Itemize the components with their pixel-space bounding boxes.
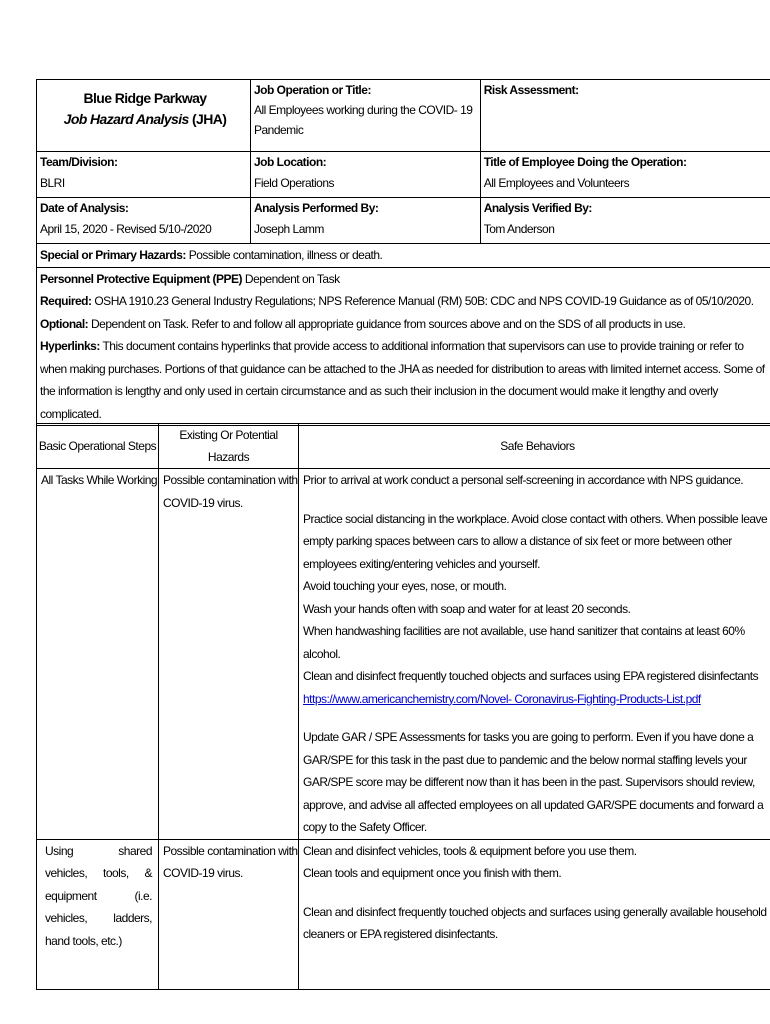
job-operation-label: Job Operation or Title: <box>253 83 371 97</box>
ppe-value: Dependent on Task <box>242 271 340 286</box>
team-label: Team/Division: <box>40 155 118 169</box>
date-label: Date of Analysis: <box>40 201 129 215</box>
performed-cell <box>250 198 480 244</box>
risk-assessment-label: Risk Assessment: <box>483 83 579 97</box>
location-cell <box>250 152 480 198</box>
job-operation-cell <box>250 80 480 152</box>
required-value: OSHA 1910.23 General Industry Regulations; NPS Reference Manual (RM) 50B: CDC and NPS COVID-19 Guidance as of 05/10/2020. <box>91 294 754 308</box>
step-cell: All Tasks While Working <box>37 469 159 840</box>
table-row <box>37 839 770 989</box>
team-cell <box>37 152 251 198</box>
date-value: April 15, 2020 - Revised 5/10-/2020 <box>40 222 212 236</box>
required-line <box>40 290 770 313</box>
behavior-item: Avoid touching your eyes, nose, or mouth. <box>303 579 507 593</box>
behaviors-cell <box>299 839 770 989</box>
optional-label: Optional: <box>40 316 89 331</box>
risk-assessment-cell <box>480 80 770 152</box>
behavior-item: Practice social distancing in the workplace. Avoid close contact with others. When possible leave empty parking spaces between cars to allow a distance of six feet or more between other employees exiting/entering vehicles and yourself. <box>303 511 768 571</box>
location-value: Field Operations <box>253 176 335 190</box>
spacer <box>303 710 770 726</box>
behaviors-cell <box>299 469 770 840</box>
optional-line <box>40 313 770 336</box>
col-behaviors-header: Safe Behaviors <box>299 424 770 469</box>
verified-cell <box>480 198 770 244</box>
spacer <box>303 885 770 901</box>
date-cell <box>37 198 251 244</box>
hyperlinks-label: Hyperlinks: <box>40 339 100 353</box>
ppe-line <box>40 268 770 291</box>
ppe-cell <box>37 267 770 426</box>
job-operation-value: All Employees working during the COVID- 19 Pandemic <box>253 103 473 137</box>
team-value: BLRI <box>40 176 65 190</box>
employee-title-cell <box>480 152 770 198</box>
hyperlinks-value: This document contains hyperlinks that provide access to additional information that supervisors can use to provide training or refer to when making purchases. Portions of that guidance can be attached to the JHA as needed for distribution to areas with limited internet access. Some of the information is lengthy and only used in certain circumstance and as such their inclusion in the document would make it lengthy and overly complicated. <box>40 339 765 421</box>
required-label: Required: <box>40 294 92 308</box>
behavior-item: When handwashing facilities are not available, use hand sanitizer that contains at least 60% alcohol. <box>303 624 745 661</box>
hazard-cell: Possible contamination with COVID-19 virus. <box>159 469 299 840</box>
behavior-item: Clean and disinfect vehicles, tools & equipment before you use them. <box>303 843 637 858</box>
location-label: Job Location: <box>253 155 327 169</box>
performed-value: Joseph Lamm <box>253 222 324 236</box>
col-hazards-header: Existing Or Potential Hazards <box>159 424 299 469</box>
special-hazards-label: Special or Primary Hazards: <box>40 248 186 262</box>
behavior-item: Clean and disinfect frequently touched objects and surfaces using generally available household cleaners or EPA registered disinfectants. <box>303 904 767 941</box>
verified-label: Analysis Verified By: <box>483 201 592 215</box>
step-cell: Using shared vehicles, tools, & equipment (i.e. vehicles, ladders, hand tools, etc.) <box>37 839 159 989</box>
hazard-cell: Possible contamination with COVID-19 virus. <box>159 839 299 989</box>
doc-title-jha <box>40 109 250 130</box>
employee-title-label: Title of Employee Doing the Operation: <box>483 155 687 169</box>
optional-value: Dependent on Task. Refer to and follow all appropriate guidance from sources above and on the SDS of all products in use. <box>88 316 686 331</box>
behavior-item: Clean tools and equipment once you finish with them. <box>303 866 562 880</box>
employee-title-value: All Employees and Volunteers <box>483 176 630 190</box>
doc-title-jha-italic: Job Hazard Analysis <box>63 111 189 127</box>
special-hazards-value: Possible contamination, illness or death. <box>185 248 383 262</box>
doc-title-jha-suffix: (JHA) <box>188 111 227 127</box>
title-cell <box>37 80 251 152</box>
products-list-link[interactable]: https://www.americanchemistry.com/Novel- Coronavirus-Fighting-Products-List.pdf <box>303 691 701 706</box>
ppe-label: Personnel Protective Equipment (PPE) <box>40 271 243 286</box>
spacer <box>303 492 770 508</box>
col-steps-header: Basic Operational Steps <box>37 424 159 469</box>
behavior-item: Prior to arrival at work conduct a personal self-screening in accordance with NPS guidance. <box>303 473 744 487</box>
special-hazards-cell <box>37 244 770 268</box>
performed-label: Analysis Performed By: <box>253 201 379 215</box>
behavior-item: Wash your hands often with soap and water for at least 20 seconds. <box>303 601 631 616</box>
jha-header-table <box>36 79 770 426</box>
doc-title-park: Blue Ridge Parkway <box>83 90 207 106</box>
hyperlinks-line <box>40 335 770 425</box>
table-row <box>37 469 770 840</box>
verified-value: Tom Anderson <box>483 222 555 236</box>
safe-behaviors-table <box>36 423 770 990</box>
behavior-item: Clean and disinfect frequently touched objects and surfaces using EPA registered disinfectants <box>303 669 759 683</box>
behavior-item: Update GAR / SPE Assessments for tasks you are going to perform. Even if you have done a GAR/SPE for this task in the past due to pandemic and the below normal staffing levels your GAR/SPE score may be different now than it has been in the past. Supervisors should review, approve, and advise all affected employees on all updated GAR/SPE documents and forward a copy to the Safety Officer. <box>303 730 764 834</box>
